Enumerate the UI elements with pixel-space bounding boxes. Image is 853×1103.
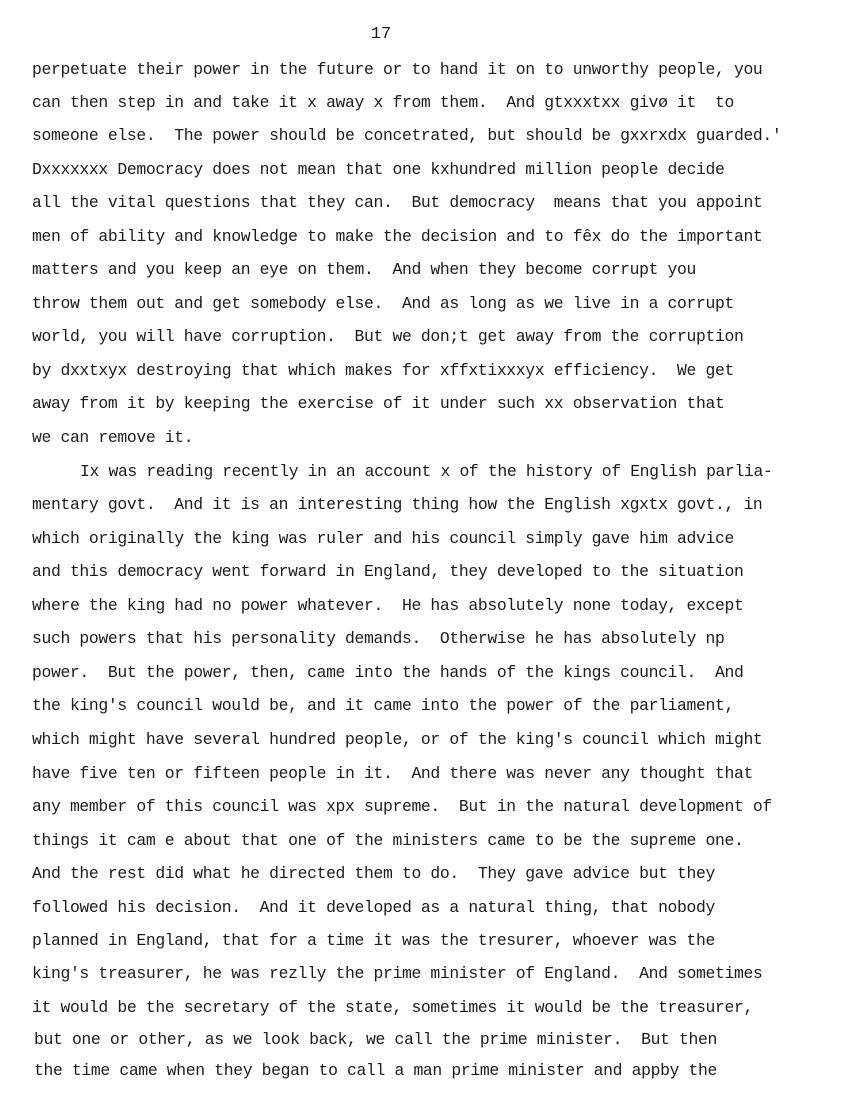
text-line: mentary govt. And it is an interesting thing how the English xgxtx govt., in (32, 495, 763, 514)
text-line: but one or other, as we look back, we call the prime minister. But then (34, 1030, 717, 1049)
text-line: where the king had no power whatever. He has absolutely none today, except (32, 596, 744, 615)
text-line: which originally the king was ruler and his council simply gave him advice (32, 529, 734, 548)
text-line: all the vital questions that they can. But democracy means that you appoint (32, 193, 763, 212)
text-line: it would be the secretary of the state, sometimes it would be the treasurer, (32, 998, 753, 1017)
text-line: world, you will have corruption. But we don;t get away from the corruption (32, 327, 744, 346)
text-line: planned in England, that for a time it was the tresurer, whoever was the (32, 931, 715, 950)
text-line: someone else. The power should be concetrated, but should be gxxrxdx guarded.' (32, 126, 782, 145)
text-line: such powers that his personality demands. Otherwise he has absolutely np (32, 629, 725, 648)
text-line: throw them out and get somebody else. And as long as we live in a corrupt (32, 294, 734, 313)
text-line: and this democracy went forward in England, they developed to the situation (32, 562, 744, 581)
text-line: we can remove it. (32, 428, 194, 447)
text-line: which might have several hundred people, or of the king's council which might (32, 730, 763, 749)
text-line: king's treasurer, he was rezlly the prime minister of England. And sometimes (32, 964, 763, 983)
text-line: can then step in and take it x away x from them. And gtxxxtxx givø it to (32, 93, 734, 112)
text-line: power. But the power, then, came into the hands of the kings council. And (32, 663, 744, 682)
text-line: the time came when they began to call a man prime minister and appby the (34, 1061, 717, 1080)
page-number: 17 (370, 25, 392, 44)
text-line: perpetuate their power in the future or to hand it on to unworthy people, you (32, 60, 763, 79)
text-line: men of ability and knowledge to make the decision and to fêx do the important (32, 227, 763, 246)
text-line: the king's council would be, and it came into the power of the parliament, (32, 696, 734, 715)
text-line: by dxxtxyx destroying that which makes for xffxtixxxyx efficiency. We get (32, 361, 734, 380)
text-line: Ix was reading recently in an account x of the history of English parlia- (80, 462, 773, 481)
text-line: followed his decision. And it developed as a natural thing, that nobody (32, 898, 715, 917)
text-line: And the rest did what he directed them to do. They gave advice but they (32, 864, 715, 883)
text-line: things it cam e about that one of the ministers came to be the supreme one. (32, 831, 744, 850)
text-line: Dxxxxxxx Democracy does not mean that one kxhundred million people decide (32, 160, 725, 179)
text-line: any member of this council was xpx supreme. But in the natural development of (32, 797, 772, 816)
text-line: matters and you keep an eye on them. And when they become corrupt you (32, 260, 697, 279)
text-line: away from it by keeping the exercise of it under such xx observation that (32, 394, 725, 413)
text-line: have five ten or fifteen people in it. And there was never any thought that (32, 764, 753, 783)
